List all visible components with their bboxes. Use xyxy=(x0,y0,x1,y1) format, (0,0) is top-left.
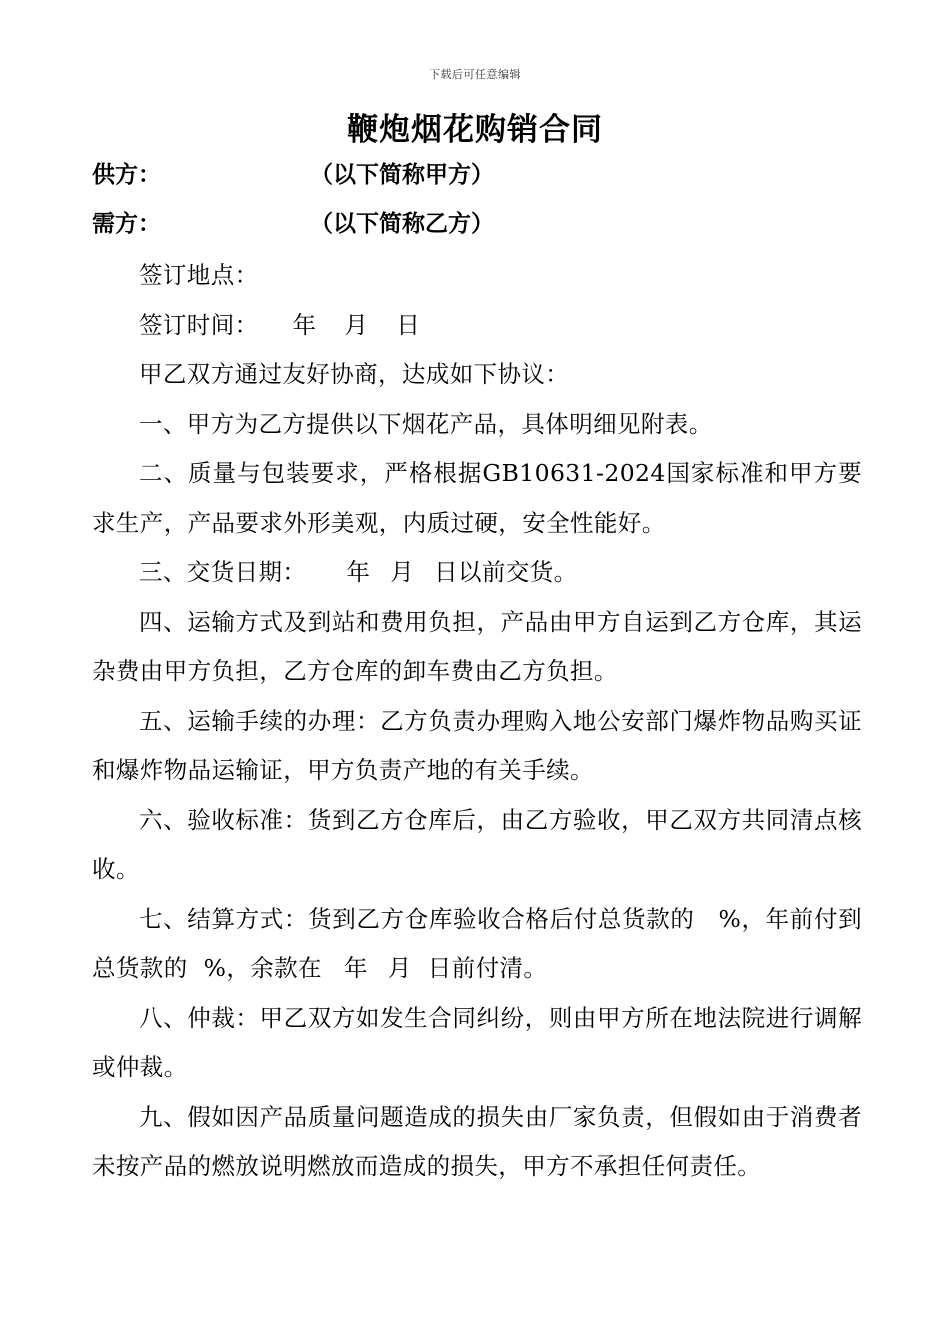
clause-6: 六、验收标准：货到乙方仓库后，由乙方验收，甲乙双方共同清点核收。 xyxy=(92,805,862,883)
supplier-line xyxy=(92,160,852,190)
clause-2: 二、质量与包装要求，严格根据GB10631-2024国家标准和甲方要求生产，产品要求外形美观，内质过硬，安全性能好。 xyxy=(92,459,862,537)
sign-time-day: 日 xyxy=(396,310,421,339)
sign-place-label: 签订地点： xyxy=(139,261,259,289)
clause-intro: 甲乙双方通过友好协商，达成如下协议： xyxy=(139,360,570,388)
clause-7-suffix: 日前付清。 xyxy=(427,954,548,982)
clause-7-month: 月 xyxy=(387,954,412,982)
supplier-label: 供方： xyxy=(92,162,161,188)
clause-7-part1: 七、结算方式：货到乙方仓库验收合格后付总货款的 xyxy=(139,904,695,933)
clause-9: 九、假如因产品质量问题造成的损失由厂家负责，但假如由于消费者未按产品的燃放说明燃放而造成的损失，甲方不承担任何责任。 xyxy=(92,1102,862,1180)
sign-time xyxy=(92,301,862,351)
clause-5: 五、运输手续的办理：乙方负责办理购入地公安部门爆炸物品购买证和爆炸物品运输证，甲方负责产地的有关手续。 xyxy=(92,706,862,784)
clause-3 xyxy=(92,548,862,598)
sign-time-year: 年 xyxy=(292,310,317,339)
header-note: 下载后可任意编辑 xyxy=(429,68,521,81)
clause-4: 四、运输方式及到站和费用负担，产品由甲方自运到乙方仓库，其运杂费由甲方负担，乙方仓库的卸车费由乙方负担。 xyxy=(92,607,862,685)
buyer-note: （以下简称乙方） xyxy=(310,211,494,237)
clause-3-prefix: 三、交货日期： xyxy=(139,558,307,586)
contract-body xyxy=(92,251,862,1192)
supplier-note: （以下简称甲方） xyxy=(310,162,494,188)
buyer-line xyxy=(92,209,852,239)
sign-time-month: 月 xyxy=(344,310,369,339)
clause-3-suffix: 日以前交货。 xyxy=(434,558,578,586)
clause-7 xyxy=(92,895,862,994)
clause-7-pct2: %，余款在 xyxy=(203,954,322,982)
clause-7-year: 年 xyxy=(343,954,368,982)
clause-1: 一、甲方为乙方提供以下烟花产品，具体明细见附表。 xyxy=(139,409,713,438)
clause-8: 八、仲裁：甲乙双方如发生合同纠纷，则由甲方所在地法院进行调解或仲裁。 xyxy=(92,1003,862,1081)
buyer-label: 需方： xyxy=(92,211,161,237)
clause-7-pct1: %，年前付到总货款的 xyxy=(92,904,863,982)
sign-place xyxy=(92,251,862,301)
sign-time-label: 签订时间： xyxy=(139,310,259,339)
document-title: 鞭炮烟花购销合同 xyxy=(347,112,603,148)
clause-3-year: 年 xyxy=(346,558,371,586)
clause-3-month: 月 xyxy=(390,558,415,586)
